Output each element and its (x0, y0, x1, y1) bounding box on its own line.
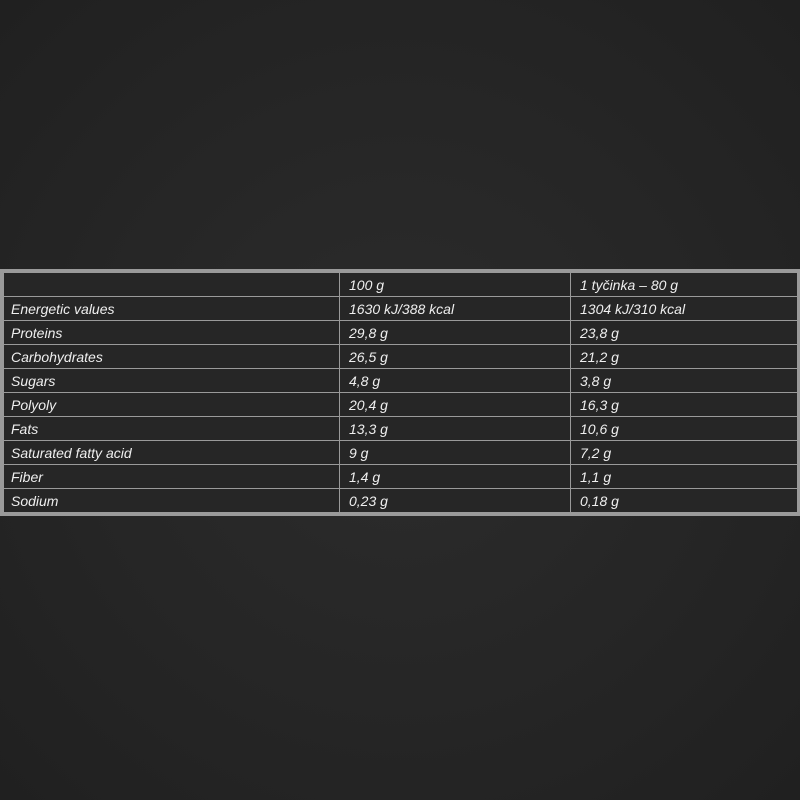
table-row (4, 345, 798, 369)
table-header-row (4, 273, 798, 297)
value-per-bar: 1,1 g (571, 465, 798, 489)
value-per-100g: 0,23 g (340, 489, 571, 513)
nutrient-label: Energetic values (4, 297, 340, 321)
nutrient-label: Fats (4, 417, 340, 441)
nutrient-label: Polyoly (4, 393, 340, 417)
table-row (4, 465, 798, 489)
value-per-bar: 21,2 g (571, 345, 798, 369)
nutrient-label: Proteins (4, 321, 340, 345)
nutrient-label: Sugars (4, 369, 340, 393)
table-row (4, 321, 798, 345)
table-row (4, 393, 798, 417)
value-per-100g: 4,8 g (340, 369, 571, 393)
nutrition-table (3, 272, 798, 513)
table-row (4, 489, 798, 513)
nutrient-label: Carbohydrates (4, 345, 340, 369)
value-per-100g: 26,5 g (340, 345, 571, 369)
table-row (4, 417, 798, 441)
value-per-bar: 23,8 g (571, 321, 798, 345)
nutrient-label: Saturated fatty acid (4, 441, 340, 465)
value-per-bar: 1304 kJ/310 kcal (571, 297, 798, 321)
value-per-bar: 7,2 g (571, 441, 798, 465)
value-per-bar: 0,18 g (571, 489, 798, 513)
table-row (4, 297, 798, 321)
value-per-bar: 3,8 g (571, 369, 798, 393)
value-per-100g: 20,4 g (340, 393, 571, 417)
value-per-100g: 1630 kJ/388 kcal (340, 297, 571, 321)
value-per-100g: 9 g (340, 441, 571, 465)
nutrition-table-container (3, 272, 797, 513)
value-per-bar: 16,3 g (571, 393, 798, 417)
value-per-bar: 10,6 g (571, 417, 798, 441)
header-cell-per-bar: 1 tyčinka – 80 g (571, 273, 798, 297)
value-per-100g: 13,3 g (340, 417, 571, 441)
nutrient-label: Fiber (4, 465, 340, 489)
value-per-100g: 1,4 g (340, 465, 571, 489)
header-cell-nutrient (4, 273, 340, 297)
table-row (4, 441, 798, 465)
table-row (4, 369, 798, 393)
header-cell-per-100g: 100 g (340, 273, 571, 297)
nutrient-label: Sodium (4, 489, 340, 513)
value-per-100g: 29,8 g (340, 321, 571, 345)
